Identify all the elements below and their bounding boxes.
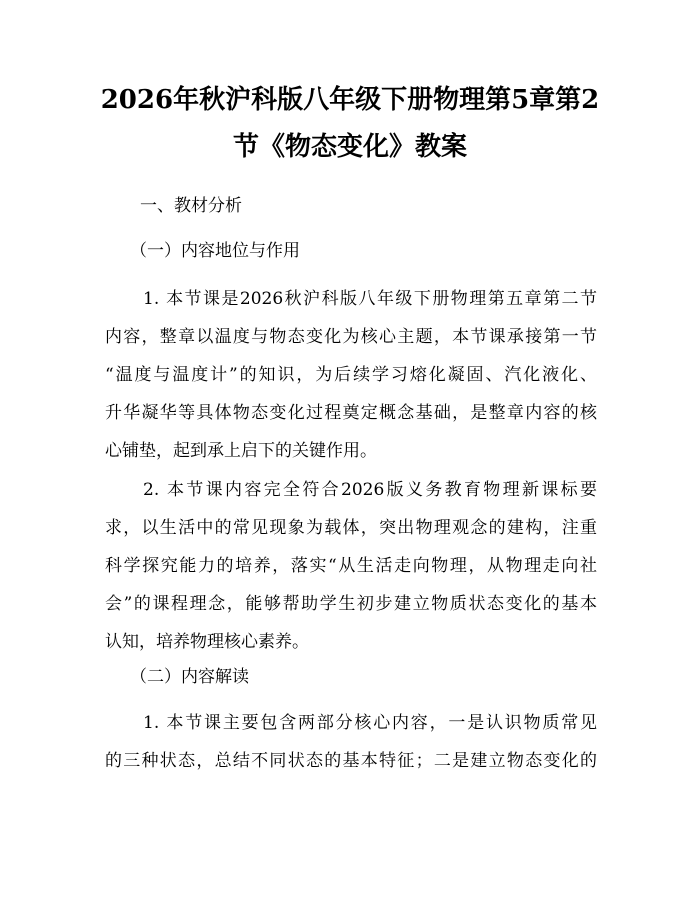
section-heading-textbook-analysis: 一、教材分析 — [140, 196, 242, 216]
document-title-line-1: 2026年秋沪科版八年级下册物理第5章第2 — [100, 85, 600, 115]
paragraph-line: 2. 本节课内容完全符合2026版义务教育物理新课标要 — [143, 480, 597, 500]
paragraph-line: 认知，培养物理核心素养。 — [105, 632, 309, 652]
paragraph-line: 心铺垫，起到承上启下的关键作用。 — [105, 441, 377, 461]
paragraph-line: 内容，整章以温度与物态变化为核心主题，本节课承接第一节 — [105, 327, 597, 347]
subsection-heading-content-interpretation: （二）内容解读 — [130, 667, 249, 687]
paragraph-line: “温度与温度计”的知识，为后续学习熔化凝固、汽化液化、 — [105, 365, 597, 385]
paragraph-line: 1. 本节课主要包含两部分核心内容，一是认识物质常见 — [143, 713, 597, 733]
document-title-line-2: 节《物态变化》教案 — [232, 132, 467, 162]
paragraph-line: 会”的课程理念，能够帮助学生初步建立物质状态变化的基本 — [105, 594, 597, 614]
paragraph-line: 科学探究能力的培养，落实“从生活走向物理，从物理走向社 — [105, 556, 597, 576]
paragraph-line: 1. 本节课是2026秋沪科版八年级下册物理第五章第二节 — [143, 289, 597, 309]
subsection-heading-content-role: （一）内容地位与作用 — [130, 241, 300, 261]
paragraph-line: 求，以生活中的常见现象为载体，突出物理观念的建构，注重 — [105, 518, 597, 538]
paragraph-line: 的三种状态，总结不同状态的基本特征；二是建立物态变化的 — [105, 751, 597, 771]
paragraph-line: 升华凝华等具体物态变化过程奠定概念基础，是整章内容的核 — [105, 403, 597, 423]
